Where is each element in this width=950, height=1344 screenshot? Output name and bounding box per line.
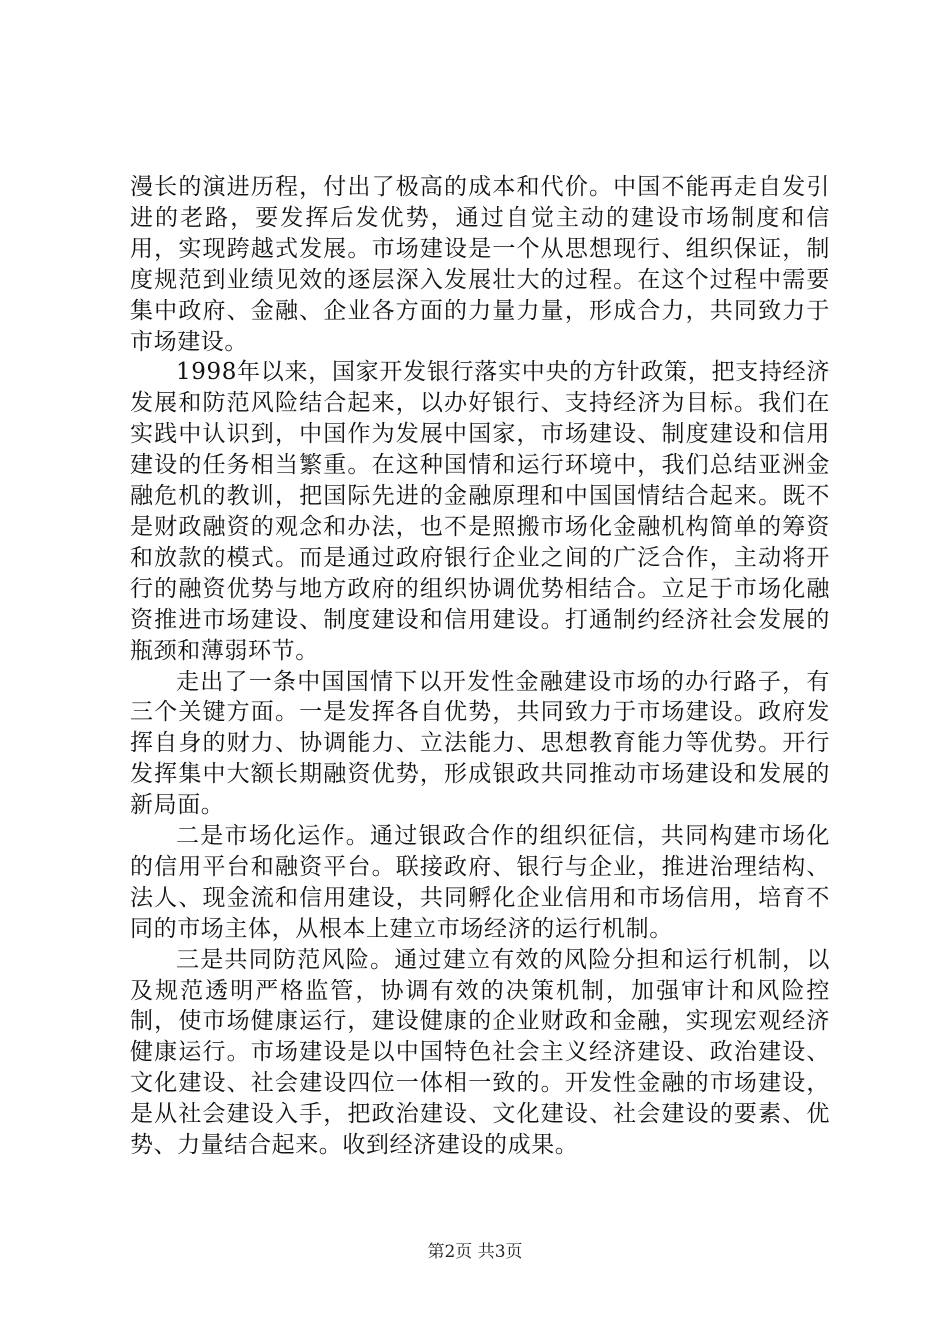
paragraph-continuation: 漫长的演进历程，付出了极高的成本和代价。中国不能再走自发引进的老路，要发挥后发优势，通过自觉主动的建设市场制度和信用，实现跨越式发展。市场建设是一个从思想现行、组织保证，制度规范到业绩见效的逐层深入发展壮大的过程。在这个过程中需要集中政府、金融、企业各方面的力量力量，形成合力，共同致力于市场建设。 [130,174,830,355]
paragraph-key-aspects: 走出了一条中国国情下以开发性金融建设市场的办行路子，有三个关键方面。一是发挥各自优势，共同致力于市场建设。政府发挥自身的财力、协调能力、立法能力、思想教育能力等优势。开行发挥集中大额长期融资优势，形成银政共同推动市场建设和发展的新局面。 [130,668,830,819]
paragraph-1998: 1998年以来，国家开发银行落实中央的方针政策，把支持经济发展和防范风险结合起来，以办好银行、支持经济为目标。我们在实践中认识到，中国作为发展中国家，市场建设、制度建设和信用建设的任务相当繁重。在这种国情和运行环境中，我们总结亚洲金融危机的教训，把国际先进的金融原理和中国国情结合起来。既不是财政融资的观念和办法，也不是照搬市场化金融机构简单的筹资和放款的模式。而是通过政府银行企业之间的广泛合作，主动将开行的融资优势与地方政府的组织协调优势相结合。立足于市场化融资推进市场建设、制度建设和信用建设。打通制约经济社会发展的瓶颈和薄弱环节。 [130,359,830,664]
page-number-footer: 第2页 共3页 [427,1242,523,1262]
paragraph-market-operation: 二是市场化运作。通过银政合作的组织征信，共同构建市场化的信用平台和融资平台。联接政府、银行与企业，推进治理结构、法人、现金流和信用建设，共同孵化企业信用和市场信用，培育不同的市场主体，从根本上建立市场经济的运行机制。 [130,823,830,942]
paragraph-risk-prevention: 三是共同防范风险。通过建立有效的风险分担和运行机制，以及规范透明严格监管，协调有效的决策机制，加强审计和风险控制，使市场健康运行，建设健康的企业财政和金融，实现宏观经济健康运行。市场建设是以中国特色社会主义经济建设、政治建设、文化建设、社会建设四位一体相一致的。开发性金融的市场建设，是从社会建设入手，把政治建设、文化建设、社会建设的要素、优势、力量结合起来。收到经济建设的成果。 [130,946,830,1159]
document-body [130,172,830,1161]
